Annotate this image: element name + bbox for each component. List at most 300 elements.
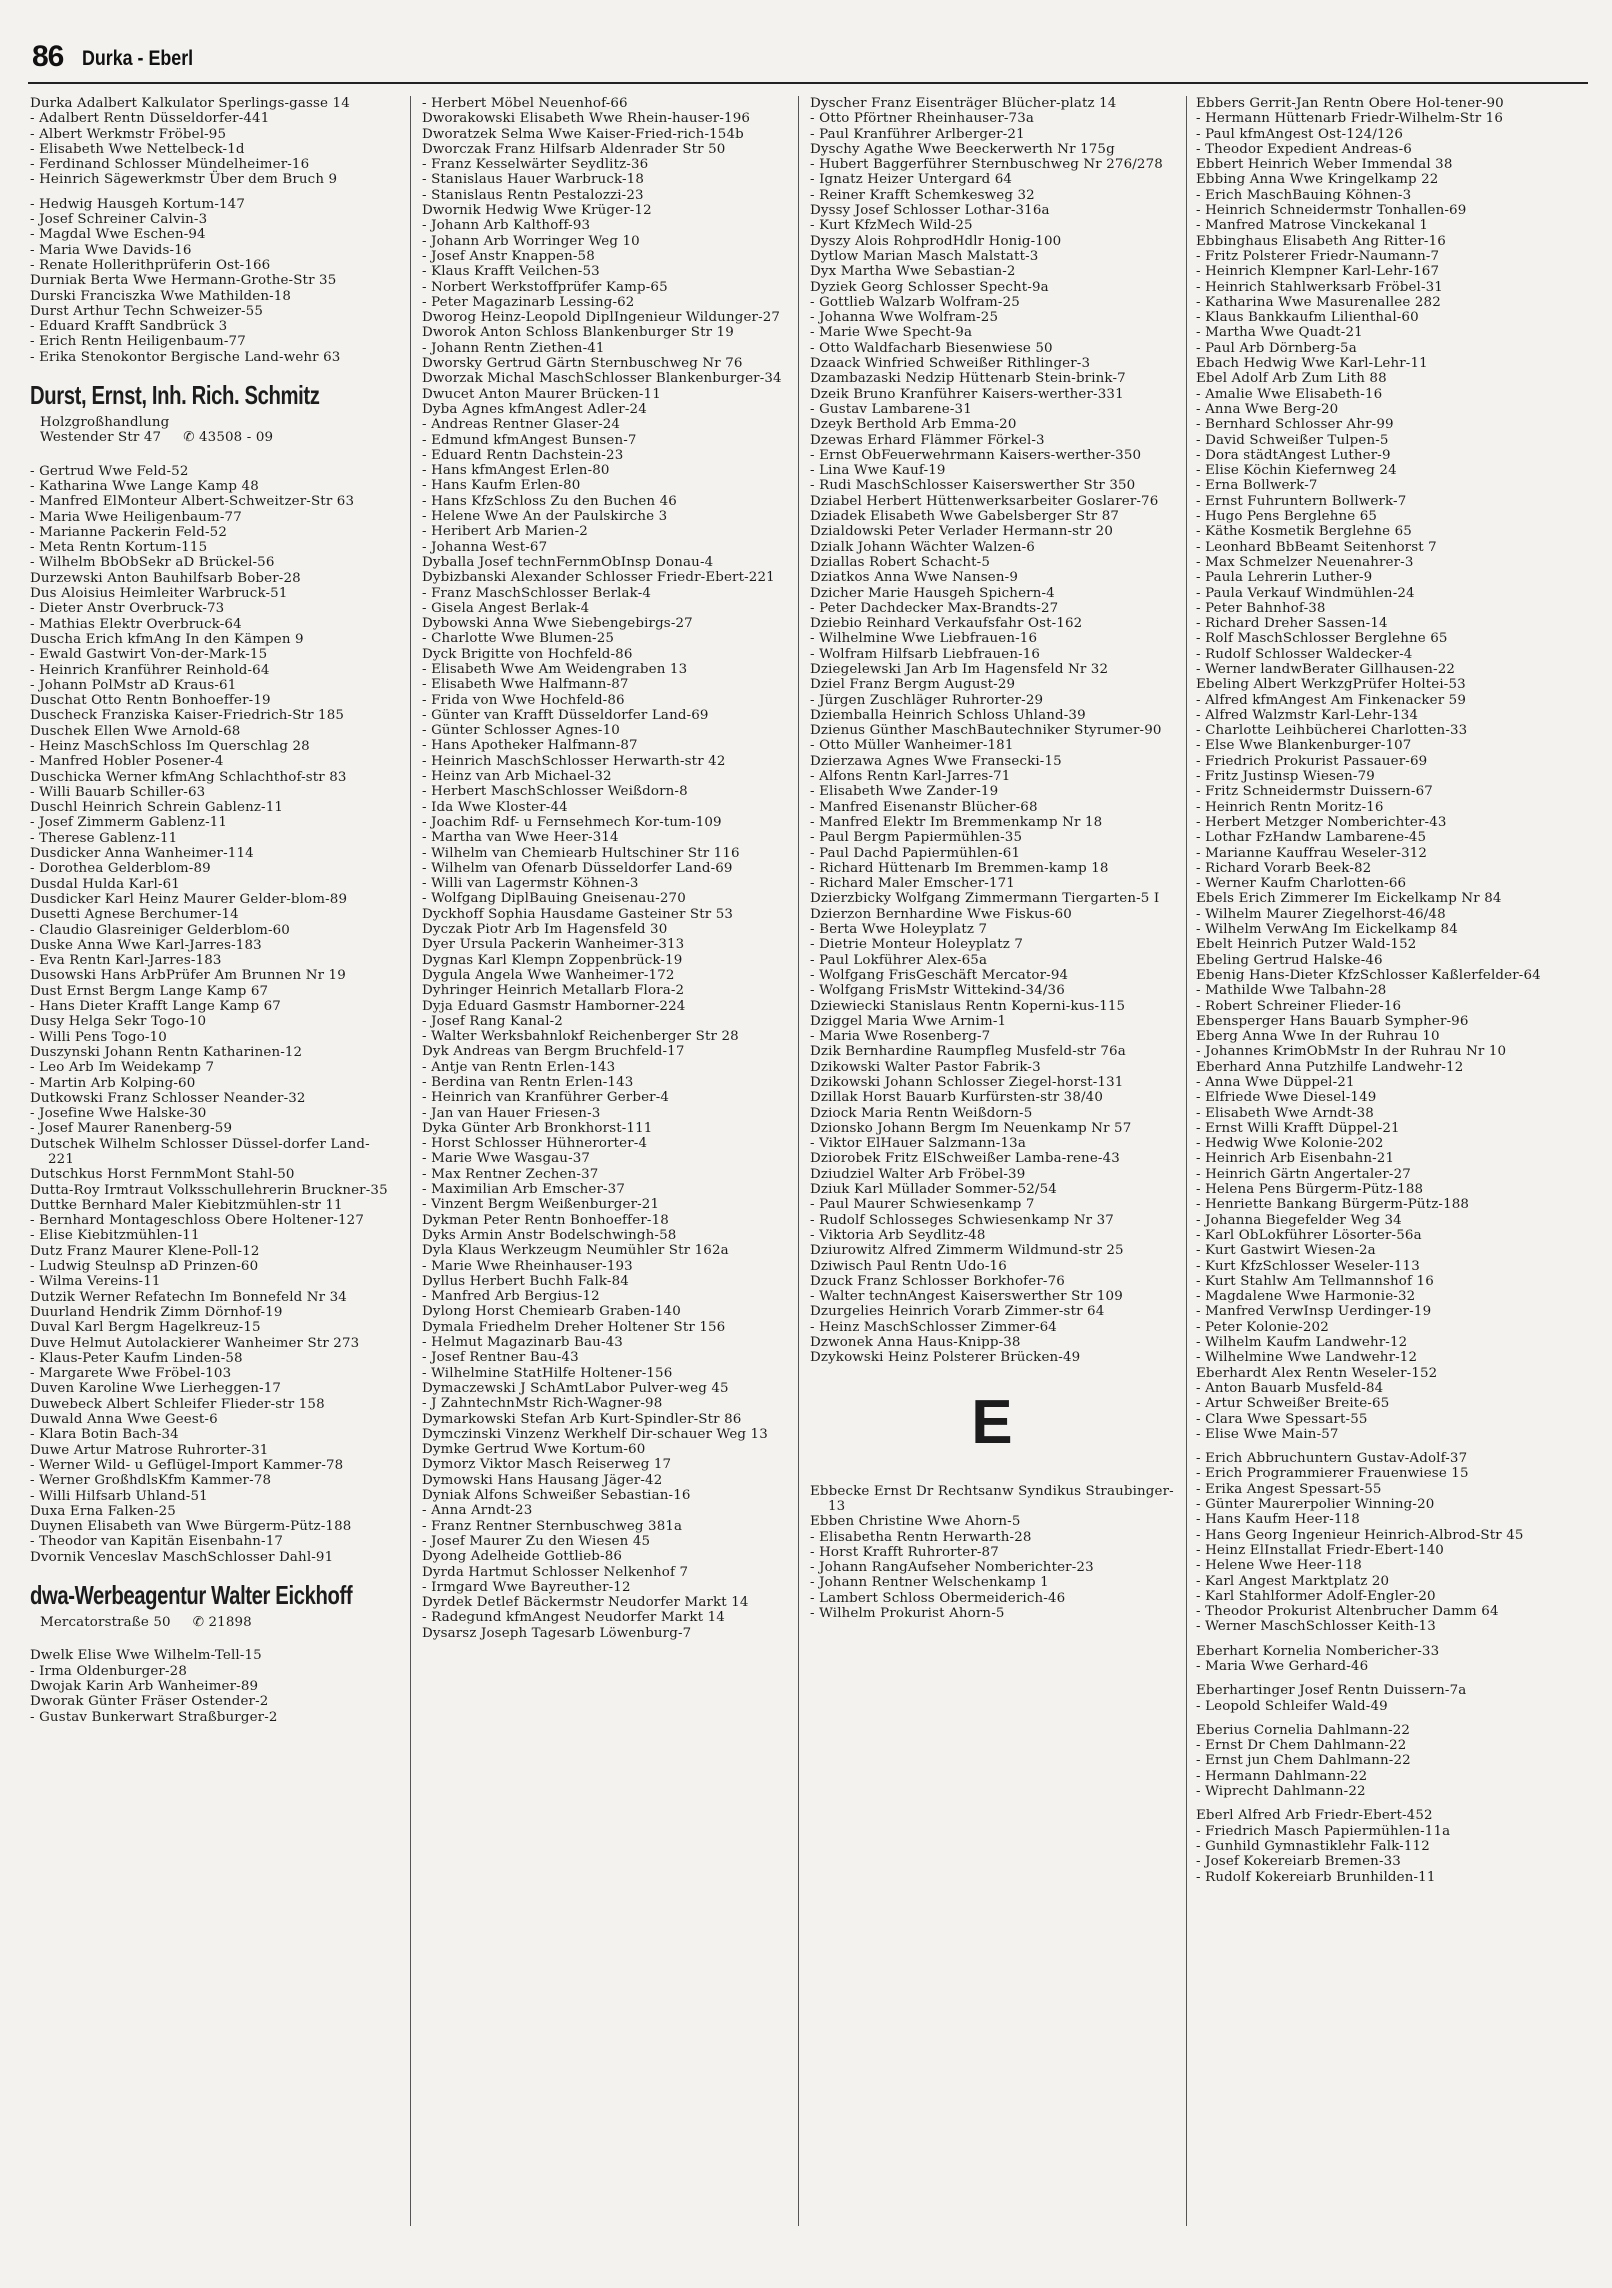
directory-entry: - Heinrich Rentn Moritz-16	[1196, 799, 1384, 815]
directory-entry: - Wilhelm Prokurist Ahorn-5	[810, 1606, 1005, 1622]
directory-entry: - Anna Arndt-23	[422, 1503, 533, 1519]
directory-entry: Dus Aloisius Heimleiter Warbruck-51	[30, 586, 288, 602]
directory-entry: - Wiprecht Dahlmann-22	[1196, 1784, 1366, 1800]
advertisement-title: dwa-Werbeagentur Walter Eickhoff	[30, 1580, 353, 1611]
advertisement-line	[40, 1615, 394, 1630]
directory-entry: Dwucet Anton Maurer Brücken-11	[422, 386, 661, 402]
directory-entry: - Hans Kaufm Heer-118	[1196, 1512, 1360, 1528]
directory-entry: - Rolf MaschSchlosser Berglehne 65	[1196, 631, 1448, 647]
directory-entry: - Wilhelm Kaufm Landwehr-12	[1196, 1335, 1408, 1351]
directory-entry: Duven Karoline Wwe Lierheggen-17	[30, 1381, 282, 1397]
directory-entry: Dymarkowski Stefan Arb Kurt-Spindler-Str 86	[422, 1411, 742, 1427]
directory-entry: Eberg Anna Wwe In der Ruhrau 10	[1196, 1029, 1440, 1045]
directory-entry: - Charlotte Leihbücherei Charlotten-33	[1196, 723, 1468, 739]
directory-entry: Eberius Cornelia Dahlmann-22	[1196, 1722, 1411, 1738]
advertisement	[30, 1579, 394, 1630]
directory-entry: - Claudio Glasreiniger Gelderblom-60	[30, 922, 290, 938]
directory-entry: - Otto Müller Wanheimer-181	[810, 738, 1014, 754]
directory-entry: - Mathilde Wwe Talbahn-28	[1196, 983, 1387, 999]
directory-entry: - Josef Kokereiarb Bremen-33	[1196, 1854, 1401, 1870]
directory-entry: Duschicka Werner kfmAng Schlachthof-str 83	[30, 769, 347, 785]
directory-entry: - Richard Hüttenarb Im Bremmen-kamp 18	[810, 860, 1109, 876]
directory-entry: Duwald Anna Wwe Geest-6	[30, 1412, 218, 1428]
directory-entry: - Heinrich Kranführer Reinhold-64	[30, 662, 270, 678]
spacer	[1196, 1442, 1576, 1451]
directory-entry: - Willi Bauarb Schiller-63	[30, 784, 206, 800]
directory-entry: Dyong Adelheide Gottlieb-86	[422, 1549, 623, 1565]
directory-entry: - Paula Verkauf Windmühlen-24	[1196, 585, 1415, 601]
directory-entry: Dzuck Franz Schlosser Borkhofer-76	[810, 1273, 1065, 1289]
directory-entry: Dzwonek Anna Haus-Knipp-38	[810, 1335, 1021, 1351]
directory-entry: Ebenig Hans-Dieter KfzSchlosser Kaßlerfelder-64	[1196, 967, 1541, 983]
directory-entry: Dyba Agnes kfmAngest Adler-24	[422, 401, 647, 417]
directory-entry: - Heinrich Sägewerkmstr Über dem Bruch 9	[30, 172, 338, 188]
directory-entry: Ebach Hedwig Wwe Karl-Lehr-11	[1196, 356, 1428, 372]
advertisement-line	[40, 430, 394, 445]
directory-entry: - Adalbert Rentn Düsseldorfer-441	[30, 111, 270, 127]
directory-entry: Dutschkus Horst FernmMont Stahl-50	[30, 1167, 295, 1183]
directory-entry: - Paul Kranführer Arlberger-21	[810, 126, 1025, 142]
directory-entry: - Martha van Wwe Heer-314	[422, 830, 619, 846]
directory-entry: - Heinz ElInstallat Friedr-Ebert-140	[1196, 1542, 1444, 1558]
directory-entry: Dzambazaski Nedzip Hüttenarb Stein-brink-7	[810, 371, 1126, 387]
directory-entry: - Friedrich Prokurist Passauer-69	[1196, 753, 1428, 769]
directory-entry: Eberhard Anna Putzhilfe Landwehr-12	[1196, 1059, 1464, 1075]
directory-entry: - Berta Wwe Holeyplatz 7	[810, 922, 988, 938]
directory-entry: - Johanna Wwe Wolfram-25	[810, 310, 999, 326]
directory-entry: - Johann Arb Kalthoff-93	[422, 218, 591, 234]
directory-entry: Dybizbanski Alexander Schlosser Friedr-Ebert-221	[422, 570, 775, 586]
directory-entry: - Josef Rentner Bau-43	[422, 1350, 579, 1366]
directory-entry: - Helene Wwe An der Paulskirche 3	[422, 509, 668, 525]
directory-entry: - Fritz Justinsp Wiesen-79	[1196, 769, 1375, 785]
directory-entry: Eberhardt Alex Rentn Weseler-152	[1196, 1365, 1438, 1381]
directory-entry: - Wolfgang DiplBauing Gneisenau-270	[422, 891, 686, 907]
directory-entry: Dusetti Agnese Berchumer-14	[30, 907, 239, 923]
directory-entry: - Horst Krafft Ruhrorter-87	[810, 1544, 999, 1560]
directory-entry: - Willi van Lagermstr Köhnen-3	[422, 876, 639, 892]
directory-entry: - Walter technAngest Kaiserswerther Str 109	[810, 1289, 1123, 1305]
directory-entry: - Manfred Hobler Posener-4	[30, 754, 224, 770]
directory-entry: Dyja Eduard Gasmstr Hamborner-224	[422, 998, 686, 1014]
directory-entry: - Gisela Angest Berlak-4	[422, 600, 590, 616]
directory-entry: Dwelk Elise Wwe Wilhelm-Tell-15	[30, 1648, 262, 1664]
directory-entry: - Anna Wwe Düppel-21	[1196, 1075, 1355, 1090]
column-divider	[798, 96, 799, 2226]
directory-entry: - Elise Kiebitzmühlen-11	[30, 1228, 200, 1244]
directory-entry: - Ewald Gastwirt Von-der-Mark-15	[30, 647, 268, 663]
directory-entry: - Ignatz Heizer Untergard 64	[810, 172, 1013, 188]
directory-entry: - Ferdinand Schlosser Mündelheimer-16	[30, 157, 310, 173]
directory-entry: Dzialk Johann Wächter Walzen-6	[810, 539, 1035, 555]
directory-entry: Dworakowski Elisabeth Wwe Rhein-hauser-196	[422, 111, 751, 127]
directory-entry: Dwojak Karin Arb Wanheimer-89	[30, 1678, 259, 1694]
directory-entry: - Marianne Kauffrau Weseler-312	[1196, 845, 1428, 861]
directory-entry: - Werner Kaufm Charlotten-66	[1196, 876, 1407, 892]
directory-entry: Dziurowitz Alfred Zimmerm Wildmund-str 25	[810, 1243, 1124, 1259]
directory-entry: - Lothar FzHandw Lambarene-45	[1196, 830, 1427, 846]
directory-entry: Dziewiecki Stanislaus Rentn Koperni-kus-115	[810, 998, 1126, 1014]
directory-entry: Dziock Maria Rentn Weißdorn-5	[810, 1105, 1033, 1121]
directory-entry: - Katharina Wwe Lange Kamp 48	[30, 478, 259, 494]
directory-entry: Dziebio Reinhard Verkaufsfahr Ost-162	[810, 616, 1083, 632]
directory-entry: - Wilhelmine Wwe Landwehr-12	[1196, 1350, 1418, 1366]
advertisement-line	[40, 415, 394, 430]
directory-entry: - Elisabeth Wwe Nettelbeck-1d	[30, 141, 245, 157]
directory-entry: - Wolfgang FrisGeschäft Mercator-94	[810, 967, 1069, 983]
directory-entry: Dziel Franz Bergm August-29	[810, 677, 1016, 693]
spacer	[30, 188, 394, 197]
directory-entry: - Dietrie Monteur Holeyplatz 7	[810, 937, 1024, 953]
directory-entry: - Norbert Werkstoffprüfer Kamp-65	[422, 279, 668, 295]
directory-entry: - David Schweißer Tulpen-5	[1196, 432, 1389, 448]
directory-entry: - J ZahntechnMstr Rich-Wagner-98	[422, 1396, 663, 1412]
directory-entry: - Herbert Möbel Neuenhof-66	[422, 96, 628, 111]
directory-entry: - Stanislaus Rentn Pestalozzi-23	[422, 187, 644, 203]
directory-entry: - Günter Schlosser Agnes-10	[422, 723, 620, 739]
directory-entry: - Ernst jun Chem Dahlmann-22	[1196, 1753, 1411, 1769]
directory-entry: Duscheck Franziska Kaiser-Friedrich-Str 185	[30, 708, 345, 724]
directory-entry: - Paula Lehrerin Luther-9	[1196, 570, 1373, 586]
directory-entry: - Leopold Schleifer Wald-49	[1196, 1698, 1388, 1714]
directory-entry: - Alfred kfmAngest Am Finkenacker 59	[1196, 692, 1467, 708]
directory-entry: Duynen Elisabeth van Wwe Bürgerm-Pütz-188	[30, 1519, 352, 1535]
directory-entry: Dziadek Elisabeth Wwe Gabelsberger Str 87	[810, 509, 1120, 525]
directory-entry: Dworog Heinz-Leopold DiplIngenieur Wildunger-27	[422, 310, 781, 326]
directory-entry: Dworsky Gertrud Gärtn Sternbuschweg Nr 76	[422, 356, 743, 372]
directory-entry: - Karl ObLokführer Lösorter-56a	[1196, 1227, 1422, 1243]
directory-entry: Dyschy Agathe Wwe Beeckerwerth Nr 175g	[810, 141, 1115, 157]
directory-entry: - Maria Wwe Gerhard-46	[1196, 1658, 1369, 1674]
directory-entry: - Elisabeth Wwe Arndt-38	[1196, 1105, 1374, 1121]
directory-entry: - Klaus Bankkaufm Lilienthal-60	[1196, 310, 1419, 326]
directory-entry: - Klara Botin Bach-34	[30, 1427, 179, 1443]
directory-entry: - Marianne Packerin Feld-52	[30, 524, 228, 540]
directory-entry: - Elisabeth Wwe Am Weidengraben 13	[422, 661, 688, 677]
directory-entry: - Franz MaschSchlosser Berlak-4	[422, 585, 652, 601]
directory-column-2	[422, 96, 786, 1641]
directory-entry: Dyks Armin Anstr Bodelschwingh-58	[422, 1227, 677, 1243]
directory-entry: Duurland Hendrik Zimm Dörnhof-19	[30, 1304, 283, 1320]
directory-entry: Dyer Ursula Packerin Wanheimer-313	[422, 937, 685, 953]
directory-entry: - Johann Arb Worringer Weg 10	[422, 233, 640, 249]
directory-entry: - Hans kfmAngest Erlen-80	[422, 463, 610, 479]
directory-entry: - Radegund kfmAngest Neudorfer Markt 14	[422, 1610, 725, 1626]
directory-entry: Dzeik Bruno Kranführer Kaisers-werther-331	[810, 386, 1124, 402]
directory-entry: - Ernst Fuhruntern Bollwerk-7	[1196, 493, 1407, 509]
directory-entry: Dziorobek Fritz ElSchweißer Lamba-rene-43	[810, 1151, 1120, 1167]
directory-entry: Dzierzon Bernhardine Wwe Fiskus-60	[810, 906, 1072, 922]
directory-entry: Ebbinghaus Elisabeth Ang Ritter-16	[1196, 233, 1446, 249]
directory-entry: - Josef Rang Kanal-2	[422, 1013, 563, 1029]
directory-entry: - Leo Arb Im Weidekamp 7	[30, 1060, 215, 1076]
directory-entry: - Dora städtAngest Luther-9	[1196, 447, 1391, 463]
directory-entry: Durka Adalbert Kalkulator Sperlings-gasse 14	[30, 96, 350, 111]
directory-entry: - Ida Wwe Kloster-44	[422, 799, 568, 815]
directory-entry: - Hugo Pens Berglehne 65	[1196, 509, 1378, 525]
directory-entry: Durst Arthur Techn Schweizer-55	[30, 303, 264, 319]
directory-entry: - Bernhard Montageschloss Obere Holtener-127	[30, 1213, 365, 1229]
directory-entry: Durski Franciszka Wwe Mathilden-18	[30, 288, 292, 304]
directory-entry: Dutzik Werner Refatechn Im Bonnefeld Nr 34	[30, 1289, 347, 1305]
directory-entry: - Maria Wwe Rosenberg-7	[810, 1029, 991, 1045]
directory-entry: Dyszy Alois RohprodHdlr Honig-100	[810, 233, 1062, 249]
directory-entry: - Theodor Prokurist Altenbrucher Damm 64	[1196, 1604, 1499, 1620]
directory-entry: Dyczak Piotr Arb Im Hagensfeld 30	[422, 922, 668, 938]
directory-entry: - Gustav Bunkerwart Straßburger-2	[30, 1709, 278, 1725]
directory-entry: Dymczinski Vinzenz Werkhelf Dir-schauer Weg 13	[422, 1426, 768, 1442]
directory-entry: - Wilhelm Maurer Ziegelhorst-46/48	[1196, 906, 1446, 922]
directory-entry: - Manfred Arb Bergius-12	[422, 1289, 600, 1305]
directory-entry: Duttke Bernhard Maler Kiebitzmühlen-str 11	[30, 1197, 343, 1213]
directory-entry: - Helmut Magazinarb Bau-43	[422, 1335, 623, 1351]
directory-entry: Dybowski Anna Wwe Siebengebirgs-27	[422, 616, 693, 632]
directory-entry: Dzurgelies Heinrich Vorarb Zimmer-str 64	[810, 1304, 1105, 1320]
directory-entry: Dziemballa Heinrich Schloss Uhland-39	[810, 707, 1086, 723]
directory-entry: - Dieter Anstr Overbruck-73	[30, 601, 225, 617]
directory-entry: - Manfred ElMonteur Albert-Schweitzer-Str 63	[30, 494, 355, 510]
directory-entry: - Elisabeth Wwe Halfmann-87	[422, 677, 629, 693]
spacer	[1196, 1799, 1576, 1808]
directory-entry: - Andreas Rentner Glaser-24	[422, 417, 621, 433]
directory-entry: Dyck Brigitte von Hochfeld-86	[422, 646, 633, 662]
directory-entry: - Franz Rentner Sternbuschweg 381a	[422, 1518, 683, 1534]
directory-entry: - Theodor van Kapitän Eisenbahn-17	[30, 1534, 284, 1550]
advertisement-text: Mercatorstraße 50	[40, 1615, 171, 1631]
directory-entry: Duval Karl Bergm Hagelkreuz-15	[30, 1320, 261, 1336]
directory-entry: Ebbing Anna Wwe Kringelkamp 22	[1196, 172, 1439, 188]
directory-entry: - Johann Rentn Ziethen-41	[422, 340, 605, 356]
directory-entry: Dymke Gertrud Wwe Kortum-60	[422, 1442, 646, 1458]
directory-entry: Duschl Heinrich Schrein Gablenz-11	[30, 800, 284, 816]
directory-entry: - Wilhelmine Wwe Liebfrauen-16	[810, 631, 1038, 647]
directory-entry: - Martha Wwe Quadt-21	[1196, 325, 1363, 341]
directory-entry: - Viktoria Arb Seydlitz-48	[810, 1227, 986, 1243]
advertisement-title: Durst, Ernst, Inh. Rich. Schmitz	[30, 380, 320, 411]
directory-entry: Duwe Artur Matrose Ruhrorter-31	[30, 1442, 269, 1458]
directory-entry: Ebels Erich Zimmerer Im Eickelkamp Nr 84	[1196, 891, 1502, 907]
directory-entry: - Martin Arb Kolping-60	[30, 1075, 196, 1091]
directory-entry: - Josef Schreiner Calvin-3	[30, 212, 208, 228]
directory-entry: - Willi Pens Togo-10	[30, 1029, 167, 1045]
directory-entry: - Hermann Dahlmann-22	[1196, 1768, 1368, 1784]
directory-entry: Dworatzek Selma Wwe Kaiser-Fried-rich-154b	[422, 126, 744, 142]
directory-entry: - Viktor ElHauer Salzmann-13a	[810, 1136, 1026, 1152]
advertisement	[30, 379, 394, 446]
directory-entry: Ebbert Heinrich Weber Immendal 38	[1196, 157, 1453, 173]
directory-entry: Ebbers Gerrit-Jan Rentn Obere Hol-tener-90	[1196, 96, 1504, 111]
spacer	[30, 1630, 394, 1648]
directory-entry: Duxa Erna Falken-25	[30, 1503, 176, 1519]
directory-entry: Dutkowski Franz Schlosser Neander-32	[30, 1090, 306, 1106]
directory-entry: Durzewski Anton Bauhilfsarb Bober-28	[30, 570, 301, 586]
directory-entry: Ebeling Albert WerkzgPrüfer Holtei-53	[1196, 677, 1466, 693]
directory-entry: Dyziek Georg Schlosser Specht-9a	[810, 279, 1049, 295]
directory-entry: - Edmund kfmAngest Bunsen-7	[422, 432, 637, 448]
directory-entry: - Heinrich Stahlwerksarb Fröbel-31	[1196, 279, 1443, 295]
directory-entry: - Richard Vorarb Beek-82	[1196, 860, 1372, 876]
directory-entry: - Ernst Willi Krafft Düppel-21	[1196, 1120, 1400, 1136]
directory-entry: - Käthe Kosmetik Berglehne 65	[1196, 524, 1412, 540]
directory-entry: - Franz Kesselwärter Seydlitz-36	[422, 157, 649, 173]
directory-entry: - Jürgen Zuschläger Ruhrorter-29	[810, 692, 1044, 708]
directory-entry: - Herbert Metzger Nomberichter-43	[1196, 814, 1447, 830]
directory-entry: - Heinz MaschSchlosser Zimmer-64	[810, 1319, 1057, 1335]
directory-entry: - Johanna West-67	[422, 539, 548, 555]
directory-entry: Dygnas Karl Klempn Zoppenbrück-19	[422, 952, 683, 968]
directory-entry: - Alfons Rentn Karl-Jarres-71	[810, 769, 1011, 785]
directory-entry: - Dorothea Gelderblom-89	[30, 861, 211, 877]
directory-entry: Dzierzbicky Wolfgang Zimmermann Tiergarten-5 I	[810, 891, 1160, 907]
directory-entry: - Max Rentner Zechen-37	[422, 1166, 599, 1182]
directory-entry: Duschek Ellen Wwe Arnold-68	[30, 723, 241, 739]
directory-entry: - Manfred Elektr Im Bremmenkamp Nr 18	[810, 814, 1103, 830]
directory-entry: Dyniak Alfons Schweißer Sebastian-16	[422, 1488, 691, 1504]
directory-entry: - Hubert Baggerführer Sternbuschweg Nr 276/278	[810, 157, 1163, 173]
directory-entry: Dyx Martha Wwe Sebastian-2	[810, 264, 1016, 280]
directory-entry: Duve Helmut Autolackierer Wanheimer Str 273	[30, 1335, 360, 1351]
directory-entry: - Jan van Hauer Friesen-3	[422, 1105, 601, 1121]
directory-entry: Dyhringer Heinrich Metallarb Flora-2	[422, 983, 685, 999]
directory-entry: - Günter van Krafft Düsseldorfer Land-69	[422, 707, 709, 723]
directory-entry: - Therese Gablenz-11	[30, 830, 178, 846]
directory-entry: Dziallas Robert Schacht-5	[810, 554, 990, 570]
directory-entry: - Wolfram Hilfsarb Liebfrauen-16	[810, 646, 1041, 662]
directory-entry: - Josef Zimmerm Gablenz-11	[30, 815, 228, 831]
directory-entry: Dzialdowski Peter Verlader Hermann-str 20	[810, 524, 1113, 540]
directory-entry: - Ernst ObFeuerwehrmann Kaisers-werther-350	[810, 447, 1142, 463]
directory-entry: - Josefine Wwe Halske-30	[30, 1106, 207, 1122]
directory-entry: - Hans KfzSchloss Zu den Buchen 46	[422, 493, 677, 509]
directory-entry: - Kurt Stahlw Am Tellmannshof 16	[1196, 1273, 1434, 1289]
directory-entry: Dworzak Michal MaschSchlosser Blankenburger-34	[422, 371, 782, 387]
directory-entry: - Lina Wwe Kauf-19	[810, 463, 946, 479]
directory-entry: - Hedwig Hausgeh Kortum-147	[30, 196, 246, 212]
directory-entry: - Hans Apotheker Halfmann-87	[422, 738, 638, 754]
directory-entry: - Bernhard Schlosser Ahr-99	[1196, 417, 1394, 433]
directory-entry: - Leonhard BbBeamt Seitenhorst 7	[1196, 539, 1437, 555]
directory-entry: - Irmgard Wwe Bayreuther-12	[422, 1579, 631, 1595]
directory-entry: - Kurt KfzMech Wild-25	[810, 218, 973, 234]
directory-entry: Dyla Klaus Werkzeugm Neumühler Str 162a	[422, 1243, 729, 1259]
directory-entry: Dzicher Marie Hausgeh Spichern-4	[810, 585, 1055, 601]
directory-entry: Dzillak Horst Bauarb Kurfürsten-str 38/40	[810, 1090, 1103, 1106]
directory-entry: - Wilma Vereins-11	[30, 1274, 161, 1290]
directory-entry: - Gustav Lambarene-31	[810, 401, 972, 417]
directory-entry: Dziwisch Paul Rentn Udo-16	[810, 1258, 1007, 1274]
spacer	[1196, 1674, 1576, 1683]
directory-entry: - Marie Wwe Specht-9a	[810, 325, 973, 341]
directory-entry: Dyka Günter Arb Bronkhorst-111	[422, 1120, 653, 1136]
directory-entry: Ebelt Heinrich Putzer Wald-152	[1196, 937, 1417, 953]
directory-entry: - Werner GroßhdlsKfm Kammer-78	[30, 1473, 272, 1489]
directory-entry: Dziggel Maria Wwe Arnim-1	[810, 1013, 1007, 1029]
directory-entry: - Hermann Hüttenarb Friedr-Wilhelm-Str 16	[1196, 111, 1504, 127]
directory-entry: - Wilhelm BbObSekr aD Brückel-56	[30, 555, 275, 571]
phone-number: ✆ 43508 - 09	[183, 430, 274, 446]
directory-entry: Dwornik Hedwig Wwe Krüger-12	[422, 203, 652, 219]
directory-column-1	[30, 96, 394, 1725]
directory-entry: - Charlotte Wwe Blumen-25	[422, 631, 615, 647]
directory-entry: Dyllus Herbert Buchh Falk-84	[422, 1273, 629, 1289]
directory-entry: Duwebeck Albert Schleifer Flieder-str 158	[30, 1396, 325, 1412]
directory-entry: Ebel Adolf Arb Zum Lith 88	[1196, 371, 1387, 387]
directory-entry: - Maximilian Arb Emscher-37	[422, 1182, 626, 1198]
directory-entry: - Peter Dachdecker Max-Brandts-27	[810, 600, 1059, 616]
directory-entry: - Erich Programmierer Frauenwiese 15	[1196, 1466, 1469, 1482]
directory-entry: - Erna Bollwerk-7	[1196, 478, 1318, 494]
directory-entry: Dyckhoff Sophia Hausdame Gasteiner Str 53	[422, 906, 734, 922]
directory-entry: Duszynski Johann Rentn Katharinen-12	[30, 1044, 303, 1060]
directory-entry: Dworok Anton Schloss Blankenburger Str 19	[422, 325, 734, 341]
directory-entry: - Marie Wwe Wasgau-37	[422, 1151, 591, 1167]
directory-entry: - Werner MaschSchlosser Keith-13	[1196, 1619, 1436, 1635]
directory-entry: Dytlow Marian Masch Malstatt-3	[810, 248, 1039, 264]
directory-entry: - Johann Rentner Welschenkamp 1	[810, 1575, 1049, 1591]
directory-entry: - Irma Oldenburger-28	[30, 1663, 187, 1679]
directory-entry: - Manfred VerwInsp Uerdinger-19	[1196, 1304, 1432, 1320]
directory-entry: - Maria Wwe Davids-16	[30, 242, 192, 258]
directory-entry: - Heribert Arb Marien-2	[422, 524, 588, 540]
directory-entry: - Wilhelmine StatHilfe Holtener-156	[422, 1365, 673, 1381]
directory-entry: Dyballa Josef technFernmObInsp Donau-4	[422, 554, 714, 570]
directory-entry: - Walter Werksbahnlokf Reichenberger Str 28	[422, 1029, 739, 1045]
directory-entry: - Eduard Krafft Sandbrück 3	[30, 319, 228, 335]
directory-entry: - Johanna Biegefelder Weg 34	[1196, 1212, 1402, 1228]
directory-column-3	[810, 96, 1174, 1621]
directory-entry: - Friedrich Masch Papiermühlen-11a	[1196, 1823, 1451, 1839]
directory-entry: - Peter Magazinarb Lessing-62	[422, 294, 635, 310]
directory-entry: Duske Anna Wwe Karl-Jarres-183	[30, 937, 262, 953]
directory-entry: Eberhart Kornelia Nombericher-33	[1196, 1643, 1440, 1659]
directory-entry: - Paul kfmAngest Ost-124/126	[1196, 126, 1403, 142]
directory-entry: - Wolfgang FrisMstr Wittekind-34/36	[810, 983, 1065, 999]
directory-entry: - Horst Schlosser Hühnerorter-4	[422, 1136, 648, 1152]
directory-entry: - Klaus-Peter Kaufm Linden-58	[30, 1350, 243, 1366]
directory-entry: - Heinrich Klempner Karl-Lehr-167	[1196, 264, 1440, 280]
directory-entry: - Elisabetha Rentn Herwarth-28	[810, 1529, 1032, 1545]
directory-entry: Dutz Franz Maurer Klene-Poll-12	[30, 1243, 260, 1259]
directory-entry: - Fritz Schneidermstr Duissern-67	[1196, 784, 1433, 800]
directory-entry: - Josef Maurer Zu den Wiesen 45	[422, 1533, 651, 1549]
directory-entry: - Werner landwBerater Gillhausen-22	[1196, 661, 1456, 677]
directory-entry: Dziatkos Anna Wwe Nansen-9	[810, 570, 1018, 586]
directory-column-4	[1196, 96, 1576, 1885]
directory-entry: - Hans Georg Ingenieur Heinrich-Albrod-Str 45	[1196, 1527, 1524, 1543]
directory-entry: Dymaczewski J SchAmtLabor Pulver-weg 45	[422, 1380, 729, 1396]
directory-entry: Dylong Horst Chemiearb Graben-140	[422, 1304, 681, 1320]
directory-entry: - Maria Wwe Heiligenbaum-77	[30, 509, 242, 525]
column-divider	[1186, 96, 1187, 2226]
directory-entry: - Paul Lokführer Alex-65a	[810, 952, 988, 968]
directory-entry: - Paul Maurer Schwiesenkamp 7	[810, 1197, 1035, 1213]
directory-entry: Dzewas Erhard Flämmer Förkel-3	[810, 432, 1045, 448]
directory-entry: Dworak Günter Fräser Ostender-2	[30, 1694, 269, 1710]
directory-entry: - Wilhelm van Chemiearb Hultschiner Str 116	[422, 845, 740, 861]
directory-entry: - Elise Köchin Kiefernweg 24	[1196, 463, 1397, 479]
directory-entry: - Heinrich Arb Eisenbahn-21	[1196, 1151, 1395, 1167]
directory-entry: Dysarsz Joseph Tagesarb Löwenburg-7	[422, 1625, 692, 1641]
directory-entry: - Manfred Matrose Vinckekanal 1	[1196, 218, 1429, 234]
directory-entry: - Rudolf Schlosseges Schwiesenkamp Nr 37	[810, 1212, 1114, 1228]
directory-entry: - Willi Hilfsarb Uhland-51	[30, 1488, 208, 1504]
directory-entry: - Reiner Krafft Schemkesweg 32	[810, 187, 1035, 203]
directory-entry: - Erika Stenokontor Bergische Land-wehr 63	[30, 349, 341, 365]
directory-entry: Dziegelewski Jan Arb Im Hagensfeld Nr 32	[810, 661, 1109, 677]
directory-entry: - Johann PolMstr aD Kraus-61	[30, 677, 237, 693]
directory-entry: - Erich Abbruchuntern Gustav-Adolf-37	[1196, 1451, 1468, 1467]
spacer	[1196, 1714, 1576, 1723]
